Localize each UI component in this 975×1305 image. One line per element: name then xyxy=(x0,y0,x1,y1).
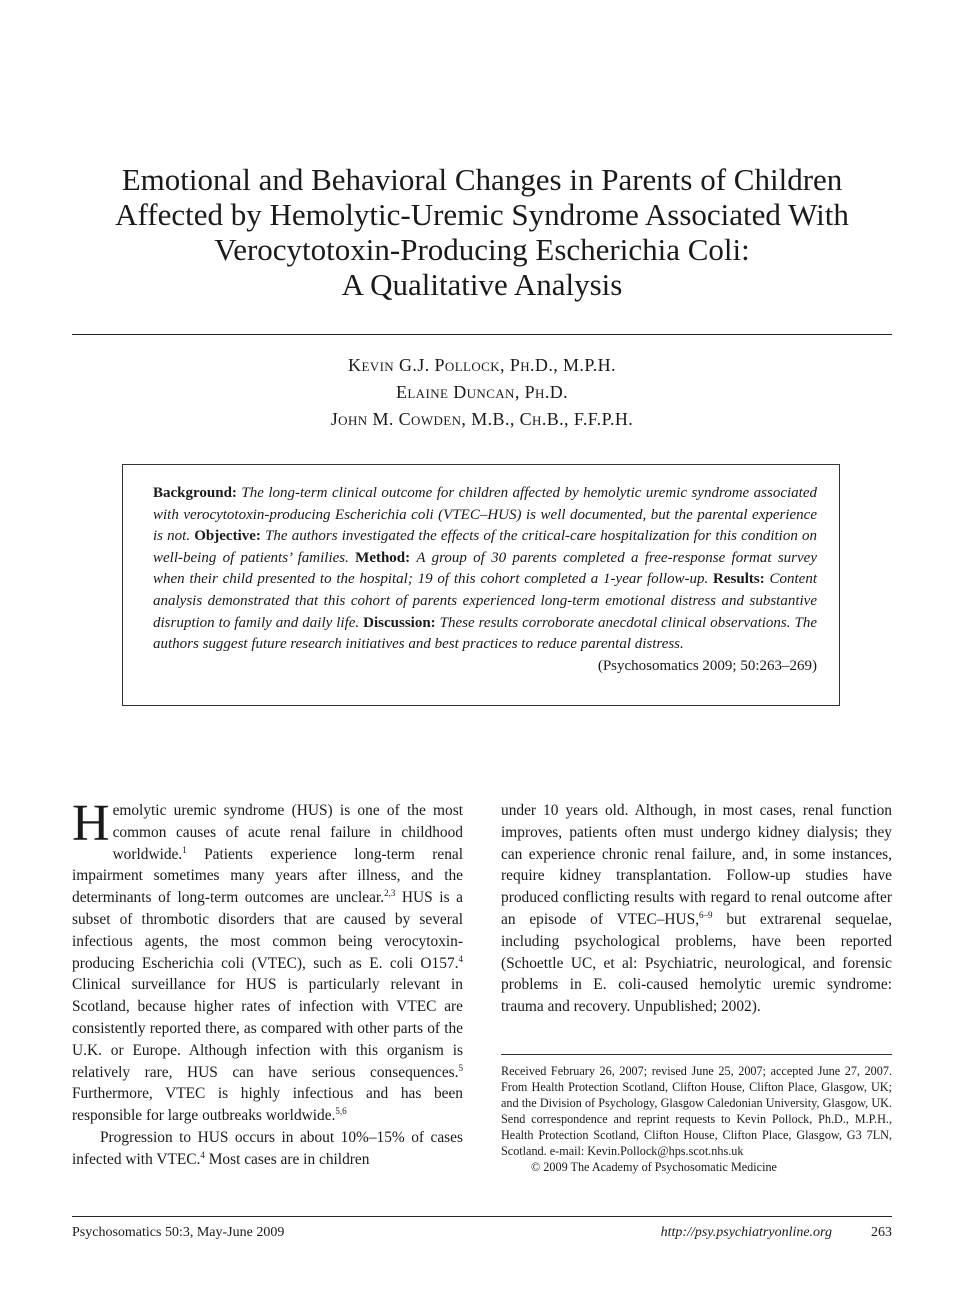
article-title xyxy=(72,162,892,302)
results-label: Results: xyxy=(713,571,770,588)
background-label: Background: xyxy=(153,485,242,501)
results-text: Content analysis demonstrated that this cohort of parents experienced long-term emotional distress and substantive disruption to family and daily life. xyxy=(153,571,817,631)
footnote-divider xyxy=(501,1054,892,1055)
reference-marker: 5,6 xyxy=(335,1106,347,1117)
title-line-3: Verocytotoxin-Producing Escherichia Coli: xyxy=(214,232,750,267)
author-list xyxy=(72,352,892,433)
reference-marker: 4 xyxy=(458,953,463,964)
reference-marker: 1 xyxy=(182,844,187,855)
body-paragraph-2: Progression to HUS occurs in about 10%–15% of cases infected with VTEC.$^4$ Most cases are in children xyxy=(72,1128,463,1168)
journal-url-link[interactable]: http://psy.psychiatryonline.org xyxy=(660,1225,832,1240)
footnote-block xyxy=(501,1063,892,1175)
abstract-citation: (Psychosomatics 2009; 50:263–269) xyxy=(597,657,817,674)
author-2: Elaine Duncan, Ph.D. xyxy=(395,382,569,402)
reference-marker: 2,3 xyxy=(384,888,396,899)
copyright-notice: © 2009 The Academy of Psychosomatic Medicine xyxy=(531,1160,777,1174)
page-number: 263 xyxy=(871,1225,892,1240)
body-column-right xyxy=(501,800,892,1018)
title-divider xyxy=(72,334,892,335)
body-text: HUS is a subset of thrombotic disorders that are caused by several infectious agents, the most common being verocytoxin-producing Escherichia coli (VTEC), such as E. coli O157. xyxy=(72,889,463,972)
body-column-left xyxy=(72,795,463,1171)
body-paragraph-2-continued: under 10 years old. Although, in most cases, renal function improves, patients often must undergo kidney dialysis; they can experience chronic renal failure, and, in some instances, require kidney transplantation. Follow-up studies have produced conflicting results with regard to renal outcome after an episode of VTEC–HUS,$^{6-9}$ but extrarenal sequelae, including psychological problems, have been reported (Schoettle UC, et al: Psychiatric, neurological, and forensic problems in E. coli-caused hemolytic uremic syndrome: trauma and recovery. Unpublished; 2002). xyxy=(501,802,893,1016)
body-text: Clinical surveillance for HUS is particularly relevant in Scotland, because higher rates of infection with VTEC are consistently reported there, as compared with other parts of the U.K. or Europe. Although infection with this organism is relatively rare, HUS can have serious consequences. xyxy=(72,976,463,1081)
journal-info: Psychosomatics 50:3, May-June 2009 xyxy=(72,1225,285,1240)
method-label: Method: xyxy=(355,549,417,566)
reference-marker: 6–9 xyxy=(699,909,713,920)
body-text: Progression to HUS occurs in about 10%–15% of cases infected with VTEC. xyxy=(72,1128,463,1168)
title-line-4: A Qualitative Analysis xyxy=(341,267,623,302)
reference-marker: 5 xyxy=(458,1062,463,1073)
objective-label: Objective: xyxy=(194,528,266,545)
title-line-1: Emotional and Behavioral Changes in Parents of Children xyxy=(121,162,843,197)
author-1: Kevin G.J. Pollock, Ph.D., M.P.H. xyxy=(348,355,616,375)
method-text: A group of 30 parents completed a free-response format survey when their child presented to the hospital; 19 of this cohort completed a 1-year follow-up. xyxy=(153,549,817,588)
title-line-2: Affected by Hemolytic-Uremic Syndrome Associated With xyxy=(115,197,849,232)
body-text: Patients experience long-term renal impairment sometimes many years after illness, and the determinants of long-term outcomes are unclear. xyxy=(72,845,463,907)
author-3: John M. Cowden, M.B., Ch.B., F.F.P.H. xyxy=(330,409,634,429)
background-text: The long-term clinical outcome for children affected by hemolytic uremic syndrome associated with verocytotoxin-producing Escherichia coli (VTEC–HUS) is well documented, but the parental experience is not. xyxy=(153,485,817,545)
objective-text: The authors investigated the effects of the critical-care hospitalization for this condition on well-being of patients’ families. xyxy=(153,528,817,566)
discussion-label: Discussion: xyxy=(363,614,440,631)
footer-divider xyxy=(72,1216,892,1217)
body-text: Furthermore, VTEC is highly infectious and has been responsible for large outbreaks worldwide. xyxy=(72,1085,463,1125)
body-text: emolytic uremic syndrome (HUS) is one of the most common causes of acute renal failure in childhood worldwide. xyxy=(112,802,463,863)
discussion-text: These results corroborate anecdotal clinical observations. The authors suggest future research initiatives and best practices to reduce parental distress. xyxy=(153,614,817,653)
reference-marker: 4 xyxy=(200,1149,205,1160)
body-paragraph-1 xyxy=(72,795,463,1127)
drop-cap: H xyxy=(72,795,110,852)
abstract-box xyxy=(122,464,840,706)
footnote-text: Received February 26, 2007; revised June 25, 2007; accepted June 27, 2007. From Health Protection Scotland, Clifton House, Clifton Place, Glasgow, UK; and the Division of Psychology, Glasgow Caledonian University, Glasgow, UK. Send correspondence and reprint requests to Kevin Pollock, Ph.D., M.P.H., Health Protection Scotland, Clifton House, Clifton Place, Glasgow, G3 7LN, Scotland. e-mail: Kevin.Pollock@hps.scot.nhs.uk xyxy=(501,1064,892,1158)
